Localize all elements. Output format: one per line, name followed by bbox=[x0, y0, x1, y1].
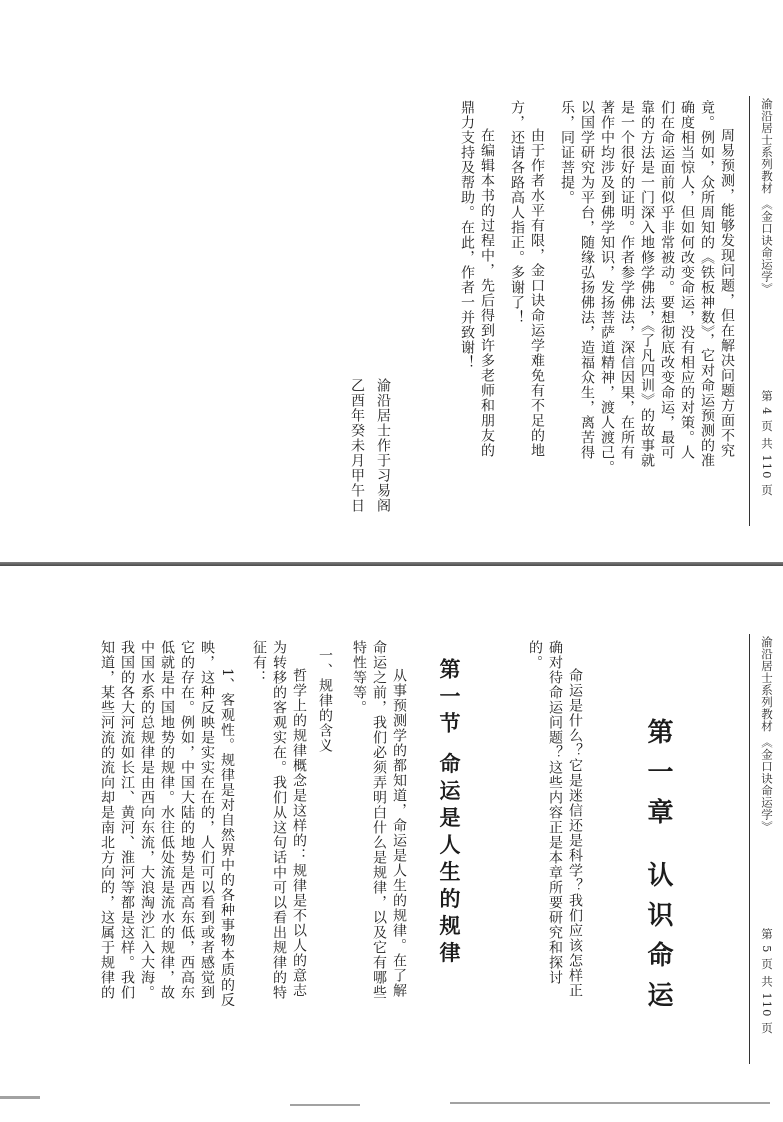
text-line: 确度相当惊人，但如何改变命运，没有相应的对策。人 bbox=[679, 100, 695, 460]
signature-line: 渝沿居士作于习易阁 bbox=[375, 378, 391, 513]
text-line: 在编辑本书的过程中，先后得到许多老师和朋友的 bbox=[479, 128, 495, 458]
scan-noise bbox=[290, 1104, 360, 1106]
text-line: 映，这种反映是实实在在的，人们可以看到或者感觉到 bbox=[199, 640, 215, 1000]
text-line: 靠的方法是一门深入地修学佛法，《了凡四训》的故事就 bbox=[639, 100, 655, 468]
page-divider bbox=[0, 562, 783, 566]
text-line: 们在命运面前似乎非常被动。要想彻底改变命运，最可 bbox=[659, 100, 675, 460]
text-line: 乐，同证菩提。 bbox=[559, 100, 575, 205]
text-line: 特性等等。 bbox=[351, 640, 367, 715]
section-title: 第一节 命运是人生的规律 bbox=[437, 658, 461, 969]
header-rule bbox=[749, 634, 750, 1064]
text-line: 我国的各大河流如长江、黄河、淮河等都是这样。我们 bbox=[119, 640, 135, 1000]
text-line: 命运是什么？它是迷信还是科学？我们应该怎样正 bbox=[567, 668, 583, 998]
scan-noise bbox=[450, 1102, 770, 1104]
text-line: 方，还请各路高人指正。多谢了！ bbox=[509, 100, 525, 325]
text-line: 哲学上的规律概念是这样的：规律是不以人的意志 bbox=[291, 668, 307, 998]
text-line: 为转移的客观实在。我们从这句话中可以看出规律的特 bbox=[271, 640, 287, 1000]
text-line: 从事预测学的都知道，命运是人生的规律。在了解 bbox=[391, 668, 407, 998]
text-line: 是一个很好的证明。作者参学佛法，深信因果，在所有 bbox=[619, 100, 635, 460]
text-line: 知道，某些河流的流向却是南北方向的，这属于规律的 bbox=[99, 640, 115, 1000]
page-5 bbox=[0, 568, 783, 1122]
text-line: 1、客观性。规律是对自然界中的各种事物本质的反 bbox=[219, 668, 235, 1008]
text-line: 确对待命运问题？这些内容正是本章所要研究和探讨 bbox=[547, 640, 563, 985]
signature-date: 乙酉年癸未月甲午日 bbox=[349, 378, 365, 513]
text-line: 低就是中国地势的规律。水往低处流是流水的规律，故 bbox=[159, 640, 175, 1000]
text-line: 它的存在。例如，中国大陆的地势是西高东低，西高东 bbox=[179, 640, 195, 1000]
text-line: 征有： bbox=[251, 640, 267, 685]
text-line: 以国学研究为平台，随缘弘扬佛法，造福众生，离苦得 bbox=[579, 100, 595, 460]
subsection-title: 一、规律的含义 bbox=[317, 648, 333, 753]
scan-noise bbox=[0, 1096, 40, 1099]
text-line: 中国水系的总规律是由西向东流，大浪淘沙汇入大海。 bbox=[139, 640, 155, 1000]
page-number: 第 5 页 共 110 页 bbox=[760, 928, 774, 1035]
header-rule bbox=[749, 96, 750, 526]
text-line: 的。 bbox=[527, 640, 543, 670]
running-header: 渝沿居士系列教材 《金口诀命运学》 bbox=[760, 98, 774, 295]
text-line: 由于作者水平有限，金口诀命运学难免有不足的地 bbox=[529, 128, 545, 458]
text-line: 周易预测，能够发现问题，但在解决问题方面不究 bbox=[719, 128, 735, 458]
text-line: 命运之前，我们必须弄明白什么是规律，以及它有哪些 bbox=[371, 640, 387, 1000]
page-number: 第 4 页 共 110 页 bbox=[760, 390, 774, 497]
text-line: 著作中均涉及到佛学知识，发扬菩萨道精神，渡人渡己。 bbox=[599, 100, 615, 475]
running-header: 渝沿居士系列教材 《金口诀命运学》 bbox=[760, 636, 774, 833]
chapter-title: 第一章 认识命运 bbox=[643, 718, 673, 1022]
text-line: 竟。例如，众所周知的《铁板神数》，它对命运预测的准 bbox=[699, 100, 715, 468]
text-line: 鼎力支持及帮助。在此，作者一并致谢！ bbox=[459, 100, 475, 370]
